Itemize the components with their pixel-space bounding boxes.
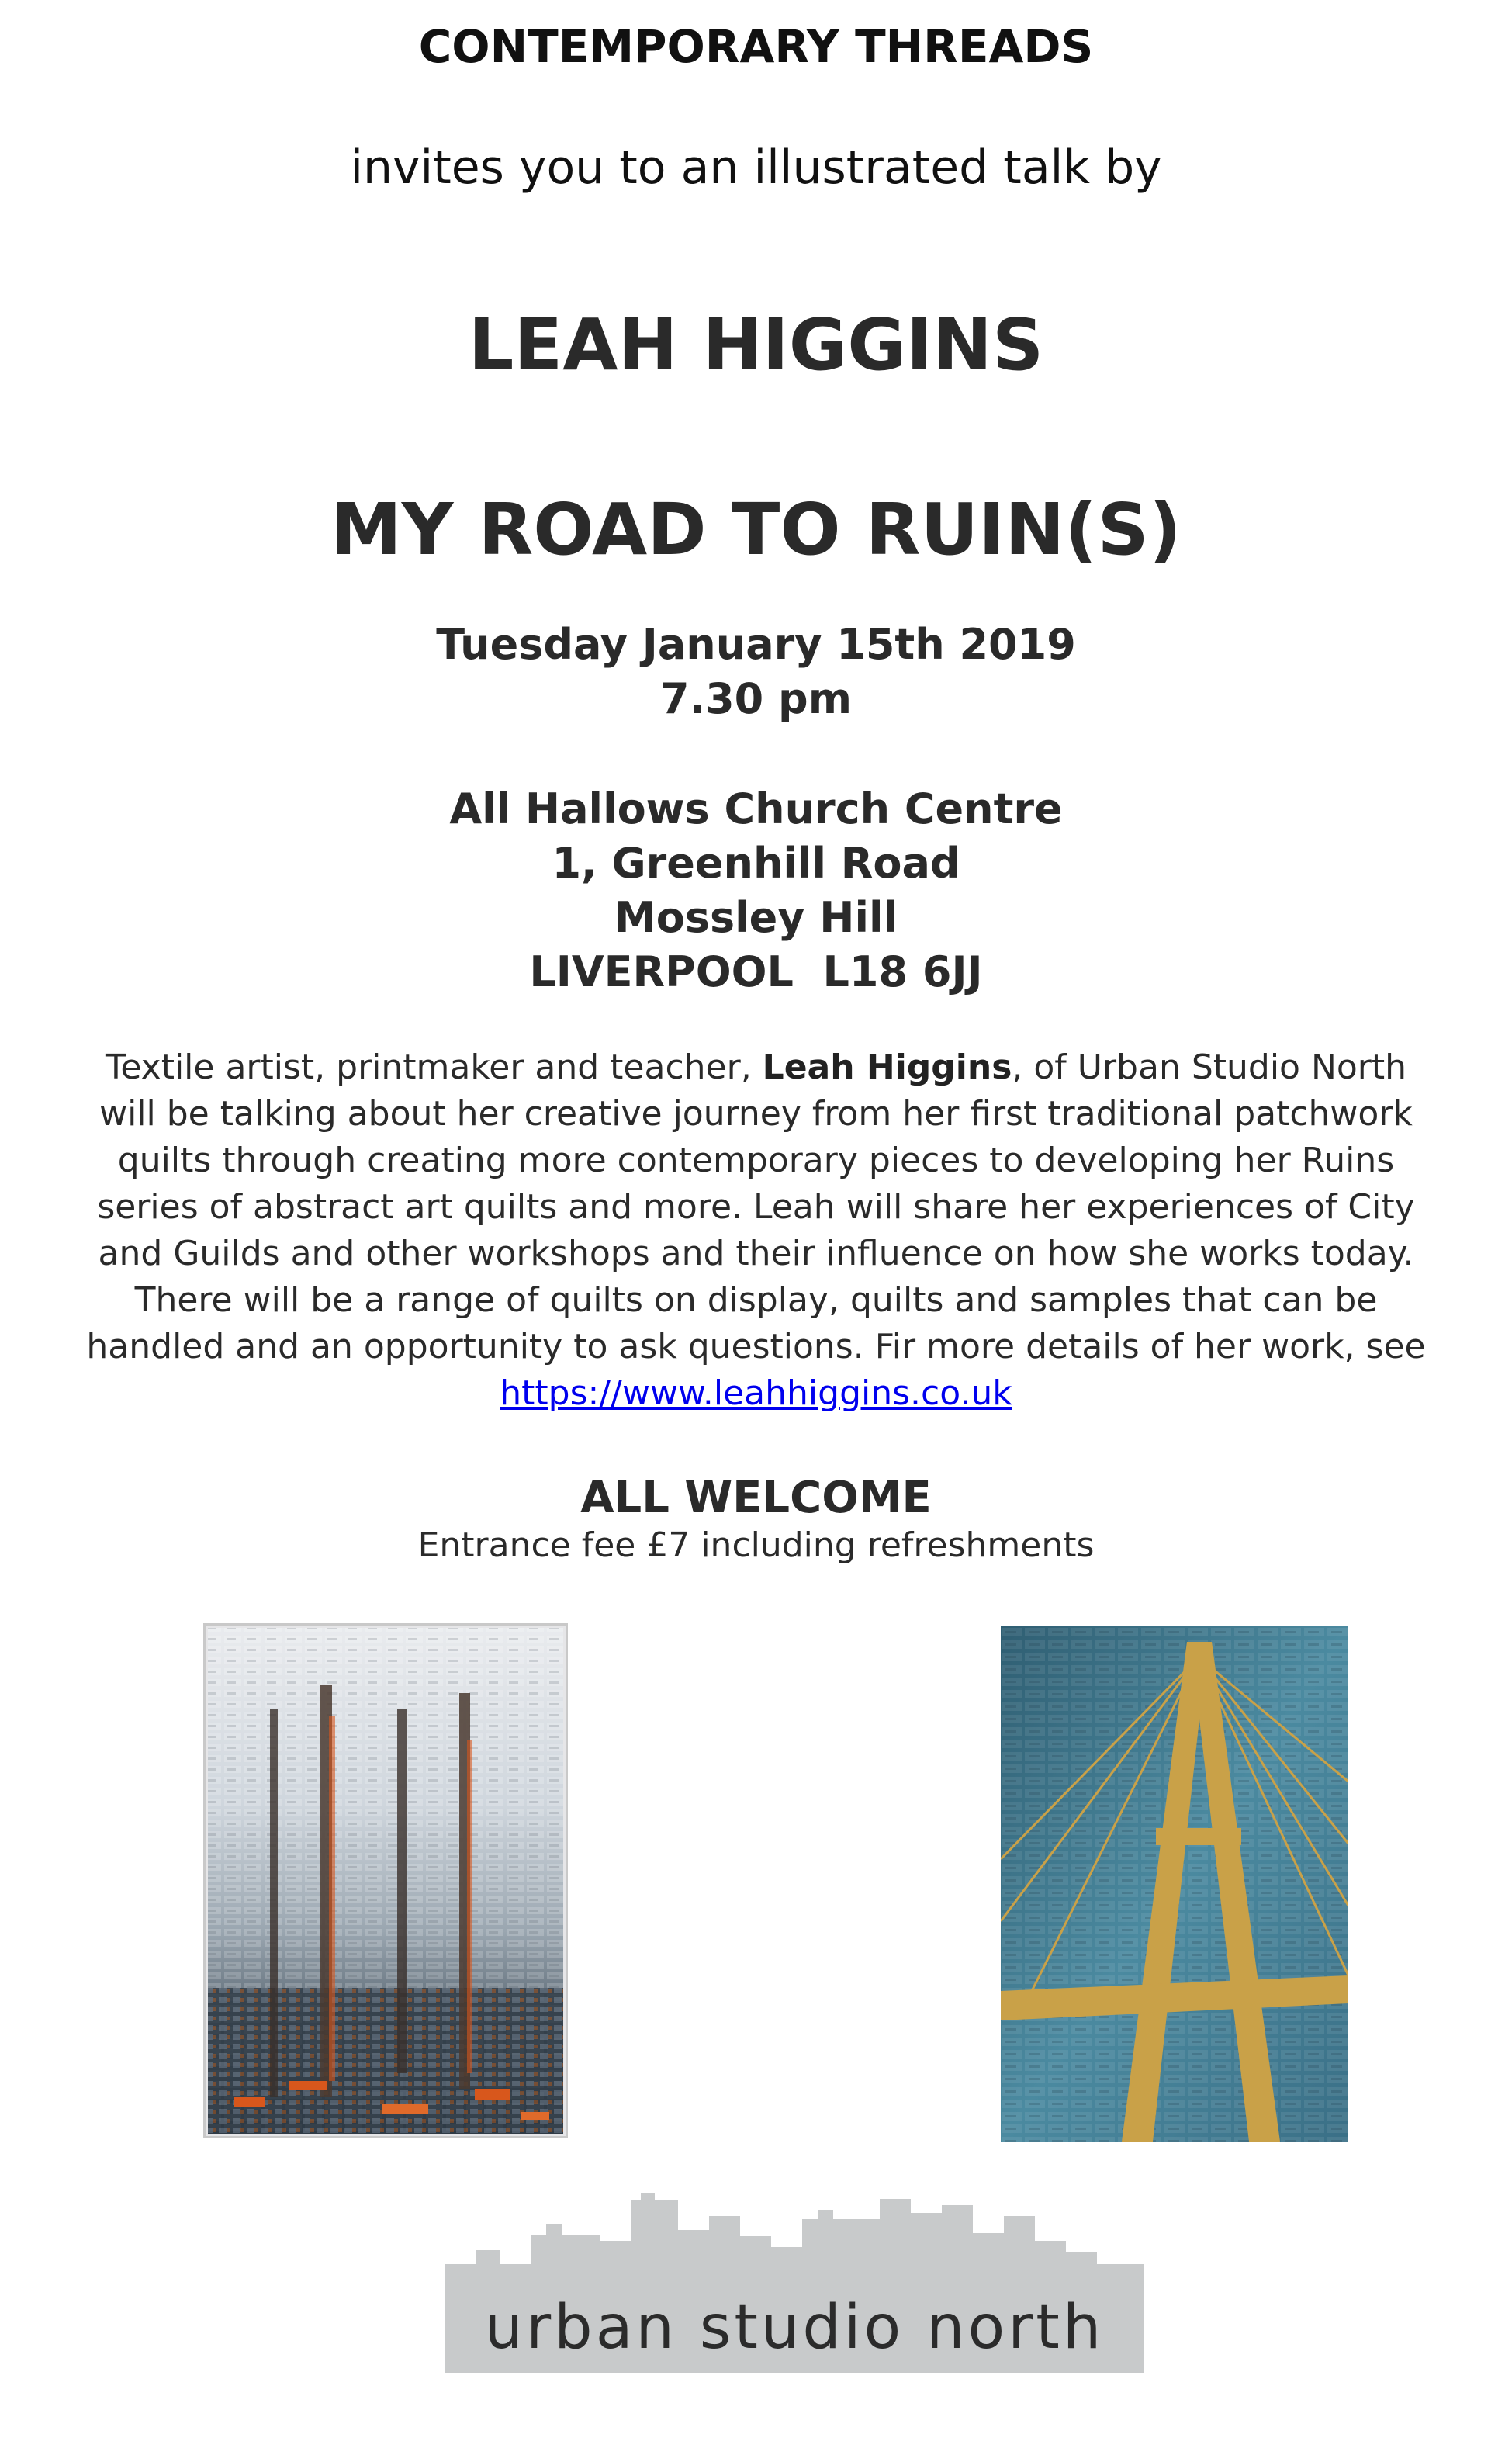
venue-street: 1, Greenhill Road — [552, 839, 960, 888]
orange-patch-3 — [382, 2104, 428, 2114]
all-welcome-heading: ALL WELCOME — [580, 1473, 932, 1523]
talk-description — [85, 1044, 1427, 1417]
event-time: 7.30 pm — [660, 674, 852, 723]
orange-patch-1 — [234, 2097, 265, 2107]
venue-name: All Hallows Church Centre — [449, 784, 1063, 833]
bridge-quilt-image — [1001, 1626, 1348, 2142]
event-datetime — [0, 618, 1512, 726]
logo-wordmark: urban studio north — [484, 2293, 1105, 2363]
talk-title: MY ROAD TO RUIN(S) — [330, 488, 1182, 571]
venue-address — [0, 782, 1512, 999]
tower-4-accent — [467, 1740, 472, 2073]
venue-city-postcode: LIVERPOOL L18 6JJ — [529, 947, 983, 996]
speaker-name: LEAH HIGGINS — [468, 303, 1044, 386]
orange-patch-5 — [521, 2112, 549, 2120]
description-intro: Textile artist, printmaker and teacher, — [105, 1047, 763, 1087]
organization-name: CONTEMPORARY THREADS — [418, 20, 1094, 73]
tower-3 — [397, 1709, 407, 2073]
invitation-line: invites you to an illustrated talk by — [350, 140, 1162, 195]
orange-patch-2 — [289, 2081, 327, 2090]
description-artist-name: Leah Higgins — [762, 1047, 1012, 1087]
venue-area: Mossley Hill — [614, 893, 898, 942]
event-date: Tuesday January 15th 2019 — [436, 620, 1076, 669]
description-body: , of Urban Studio North will be talking about her creative journey from her first traditional patchwork quilts through creating more contemporary pieces to developing her Ruins series of abstract art quilts and more. Leah will share her experiences of City and Guilds and other workshops and their influence on how she works today. There will be a range of quilts on display, quilts and samples that can be handled and an opportunity to ask questions. Fir more details of her work, see — [86, 1047, 1426, 1366]
tower-2-accent — [329, 1716, 335, 2081]
orange-patch-4 — [475, 2089, 510, 2100]
ruins-quilt-image — [203, 1623, 568, 2138]
ruins-quilt-artwork — [203, 1623, 568, 2138]
artist-website-link[interactable]: https://www.leahhiggins.co.uk — [500, 1373, 1012, 1413]
tower-1 — [270, 1709, 278, 2097]
bridge-quilt-artwork — [1001, 1626, 1348, 2142]
entrance-fee: Entrance fee £7 including refreshments — [417, 1525, 1095, 1565]
pylon-crossbar — [1156, 1828, 1241, 1845]
